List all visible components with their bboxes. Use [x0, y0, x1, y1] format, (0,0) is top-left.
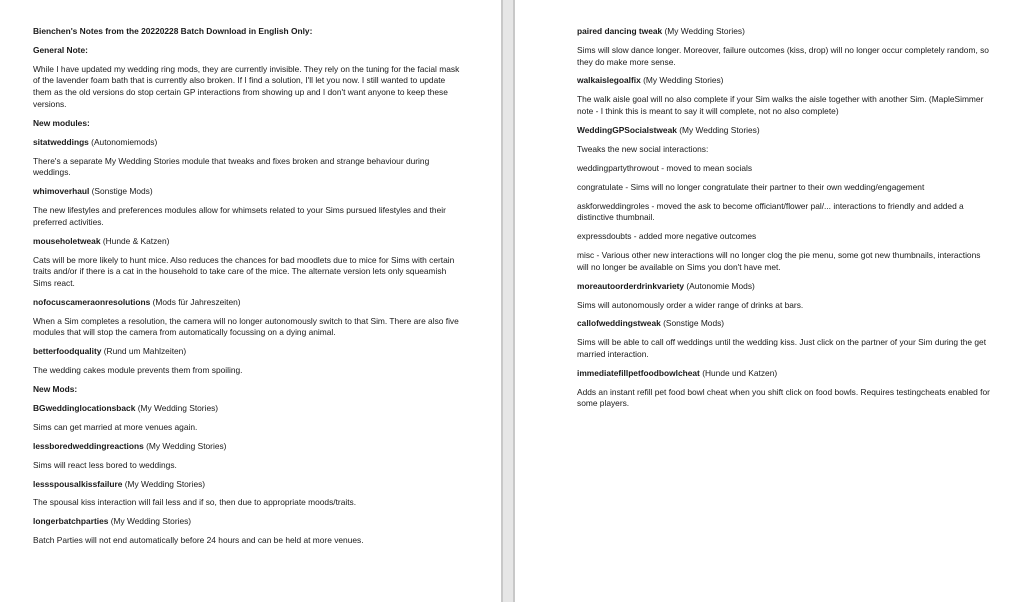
mod-description: Tweaks the new social interactions:: [577, 143, 709, 154]
mod-name: betterfoodquality: [33, 346, 102, 357]
mod-entry-heading: [33, 186, 461, 198]
mod-name: walkaislegoalfix: [577, 75, 641, 86]
mod-name: mouseholetweak: [33, 235, 101, 246]
mod-description: Adds an instant refill pet food bowl cheat when you shift click on food bowls. Requires testingcheats enabled for some players.: [577, 386, 990, 409]
mod-category: (My Wedding Stories): [146, 440, 227, 451]
mod-description: When a Sim completes a resolution, the camera will no longer autonomously switch to that Sim. There are also five modules that will stop the camera from automatically focussing on a dying animal.: [33, 315, 459, 338]
mod-category: (My Wedding Stories): [137, 402, 219, 413]
social-tweak-item: weddingpartythrowout - moved to mean socials: [577, 162, 753, 173]
new-modules-heading: New modules:: [33, 117, 90, 128]
document-page-right: [515, 0, 1024, 602]
mod-category: (My Wedding Stories): [679, 124, 760, 135]
social-tweak-item: expressdoubts - added more negative outcomes: [577, 231, 757, 242]
mod-category: (My Wedding Stories): [110, 516, 192, 527]
mod-entry-heading: [33, 137, 461, 149]
mod-name: nofocuscameraonresolutions: [33, 296, 151, 307]
mod-name: lessboredweddingreactions: [33, 440, 144, 451]
mod-entry-heading: [33, 516, 461, 528]
mod-description: The new lifestyles and preferences modules allow for whimsets related to your Sims pursued lifestyles and their preferred activities.: [33, 205, 446, 227]
mod-description: There's a separate My Wedding Stories module that tweaks and fixes broken and strange behaviour during weddings.: [33, 155, 430, 178]
mod-entry-heading: [577, 75, 994, 87]
mod-description: Sims can get married at more venues again.: [33, 421, 198, 432]
document-page-left: [0, 0, 501, 602]
mod-name: BGweddinglocationsback: [33, 402, 136, 413]
mod-description: The wedding cakes module prevents them from spoiling.: [33, 365, 243, 376]
mod-description: Sims will autonomously order a wider range of drinks at bars.: [577, 299, 804, 310]
mod-description: Cats will be more likely to hunt mice. Also reduces the chances for bad moodlets due to mice for Sims with certain traits and/or if there is a cat in the household to take care of the mice. The alternate version lets only squeamish Sims react.: [33, 254, 455, 288]
mod-name: callofweddingstweak: [577, 318, 661, 329]
mod-category: (Autonomie Mods): [686, 280, 755, 291]
mod-category: (Sonstige Mods): [663, 318, 725, 329]
mod-entry-heading: [33, 403, 461, 415]
general-note-heading: General Note:: [33, 44, 88, 55]
mod-entry-heading: [577, 26, 994, 38]
mod-entry-heading: [33, 297, 461, 309]
mod-category: (My Wedding Stories): [643, 75, 724, 86]
social-tweak-item: congratulate - Sims will no longer congratulate their partner to their own wedding/engagement: [577, 181, 925, 192]
mod-category: (My Wedding Stories): [124, 478, 206, 489]
mod-description: Sims will slow dance longer. Moreover, failure outcomes (kiss, drop) will no longer occur completely random, so they do make more sense.: [577, 44, 989, 67]
mod-name: longerbatchparties: [33, 516, 109, 527]
mod-category: (My Wedding Stories): [664, 26, 745, 36]
mod-description: The spousal kiss interaction will fail less and if so, then due to appropriate moods/traits.: [33, 497, 357, 508]
mod-entry-heading: [33, 346, 461, 358]
general-note-text: While I have updated my wedding ring mods, they are currently invisible. They rely on the tuning for the facial mask of the lavender foam bath that is currently also broken. If I find a solution, I'll let you now. I still wanted to update them as the old versions do stop certain GP interactions from showing up and I don't want anyone to keep these versions.: [33, 63, 460, 109]
mod-category: (Sonstige Mods): [91, 186, 153, 197]
mod-name: immediatefillpetfoodbowlcheat: [577, 367, 700, 378]
mod-category: (Rund um Mahlzeiten): [103, 346, 187, 357]
mod-name: paired dancing tweak: [577, 26, 663, 36]
mod-description: Sims will react less bored to weddings.: [33, 459, 177, 470]
mod-description: Batch Parties will not end automatically before 24 hours and can be held at more venues.: [33, 535, 364, 546]
mod-name: moreautoorderdrinkvariety: [577, 280, 685, 291]
social-tweak-item: askforweddingroles - moved the ask to become officiant/flower pal/... interactions to friendly and added a distinctive thumbnail.: [577, 200, 964, 223]
mod-category: (Mods für Jahreszeiten): [152, 296, 241, 307]
mod-description: The walk aisle goal will no also complete if your Sim walks the aisle together with another Sim. (MapleSimmer note - I think this is meant to say it will complete, not no also complete): [577, 94, 984, 117]
social-tweak-item: misc - Various other new interactions will no longer clog the pie menu, some got new thumbnails, interactions will no longer be available on Sims you don't have met.: [577, 250, 981, 272]
mod-entry-heading: [33, 479, 461, 491]
mod-entry-heading: [577, 281, 994, 293]
mod-name: lessspousalkissfailure: [33, 478, 123, 489]
mod-name: sitatweddings: [33, 136, 89, 147]
mod-category: (Autonomiemods): [91, 136, 158, 147]
document-title: Bienchen's Notes from the 20220228 Batch Download in English Only:: [33, 26, 313, 36]
mod-name: WeddingGPSocialstweak: [577, 124, 677, 135]
mod-entry-heading: [33, 236, 461, 248]
mod-entry-heading: [577, 368, 994, 380]
mod-entry-heading: [577, 125, 994, 137]
page-gutter-left: [501, 0, 503, 602]
mod-category: (Hunde & Katzen): [102, 235, 170, 246]
mod-entry-heading: [33, 441, 461, 453]
mod-entry-heading: [577, 318, 994, 330]
mod-description: Sims will be able to call off weddings until the wedding kiss. Just click on the partner of your Sim during the get married interaction.: [577, 337, 987, 359]
mod-name: whimoverhaul: [33, 186, 90, 197]
mod-category: (Hunde und Katzen): [702, 367, 778, 378]
new-mods-heading: New Mods:: [33, 384, 78, 395]
